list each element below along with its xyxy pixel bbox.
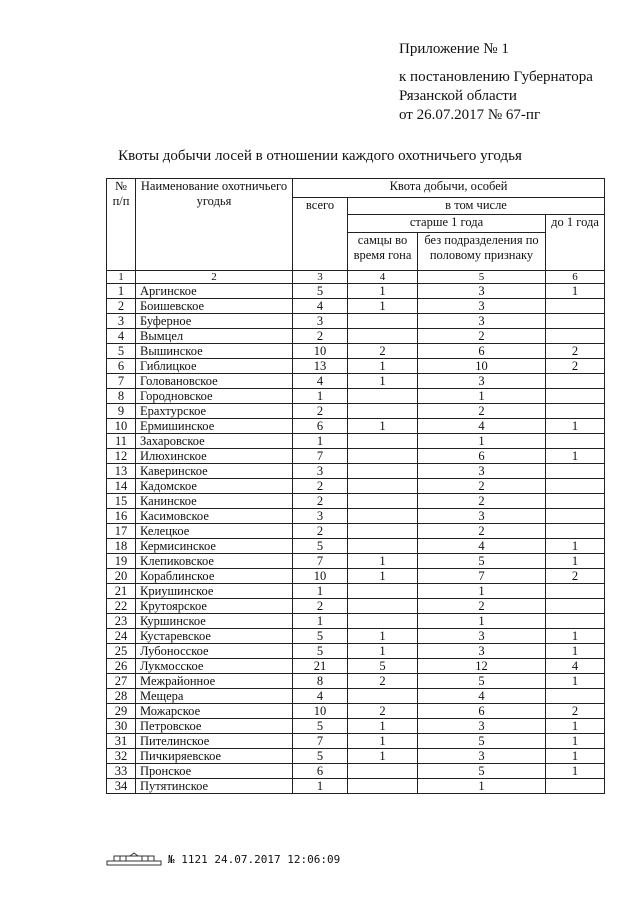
- quota-males-rut: 1: [348, 284, 418, 299]
- hunting-ground-name: Кадомское: [136, 479, 293, 494]
- quota-males-rut: [348, 389, 418, 404]
- annex-line-region: Рязанской области: [399, 88, 517, 104]
- quota-males-rut: 2: [348, 344, 418, 359]
- row-number: 6: [107, 359, 136, 374]
- registration-stamp: № 1121 24.07.2017 12:06:09: [168, 852, 341, 866]
- quota-males-rut: [348, 524, 418, 539]
- row-number: 17: [107, 524, 136, 539]
- header-nosex: без подразделения по половому признаку: [418, 233, 546, 271]
- quota-total: 5: [293, 749, 348, 764]
- table-row: [107, 404, 605, 419]
- row-number: 11: [107, 434, 136, 449]
- quota-no-sex-split: 5: [418, 674, 546, 689]
- row-number: 29: [107, 704, 136, 719]
- quota-table-body: [107, 284, 605, 794]
- table-row: [107, 419, 605, 434]
- row-number: 30: [107, 719, 136, 734]
- row-number: 21: [107, 584, 136, 599]
- table-row: [107, 584, 605, 599]
- quota-total: 8: [293, 674, 348, 689]
- hunting-ground-name: Ермишинское: [136, 419, 293, 434]
- row-number: 9: [107, 404, 136, 419]
- quota-total: 1: [293, 779, 348, 794]
- quota-males-rut: 1: [348, 719, 418, 734]
- quota-no-sex-split: 4: [418, 419, 546, 434]
- quota-no-sex-split: 6: [418, 704, 546, 719]
- hunting-ground-name: Кустаревское: [136, 629, 293, 644]
- quota-total: 1: [293, 584, 348, 599]
- quota-no-sex-split: 5: [418, 554, 546, 569]
- hunting-ground-name: Мещера: [136, 689, 293, 704]
- table-row: [107, 449, 605, 464]
- table-row: [107, 344, 605, 359]
- quota-under-one-year: 1: [546, 674, 605, 689]
- quota-no-sex-split: 3: [418, 284, 546, 299]
- hunting-ground-name: Лукмосское: [136, 659, 293, 674]
- row-number: 14: [107, 479, 136, 494]
- table-row: [107, 779, 605, 794]
- table-row: [107, 524, 605, 539]
- quota-under-one-year: 2: [546, 569, 605, 584]
- row-number: 33: [107, 764, 136, 779]
- quota-under-one-year: 1: [546, 449, 605, 464]
- table-row: [107, 719, 605, 734]
- quota-total: 5: [293, 284, 348, 299]
- quota-under-one-year: 2: [546, 704, 605, 719]
- quota-males-rut: [348, 689, 418, 704]
- quota-total: 5: [293, 539, 348, 554]
- quota-table-header: [107, 179, 605, 284]
- hunting-ground-name: Пронское: [136, 764, 293, 779]
- quota-no-sex-split: 2: [418, 599, 546, 614]
- hunting-ground-name: Городновское: [136, 389, 293, 404]
- quota-total: 1: [293, 389, 348, 404]
- quota-males-rut: [348, 614, 418, 629]
- hunting-ground-name: Гиблицкое: [136, 359, 293, 374]
- quota-males-rut: 2: [348, 704, 418, 719]
- quota-no-sex-split: 3: [418, 644, 546, 659]
- quota-table: [106, 178, 605, 794]
- hunting-ground-name: Захаровское: [136, 434, 293, 449]
- quota-males-rut: 1: [348, 569, 418, 584]
- quota-under-one-year: [546, 434, 605, 449]
- quota-males-rut: [348, 464, 418, 479]
- header-quota: Квота добычи, особей: [293, 179, 605, 198]
- quota-total: 5: [293, 719, 348, 734]
- quota-males-rut: 1: [348, 629, 418, 644]
- quota-no-sex-split: 3: [418, 299, 546, 314]
- quota-males-rut: [348, 494, 418, 509]
- quota-males-rut: [348, 314, 418, 329]
- quota-no-sex-split: 1: [418, 389, 546, 404]
- quota-no-sex-split: 2: [418, 479, 546, 494]
- table-row: [107, 374, 605, 389]
- column-number: 5: [418, 271, 546, 284]
- quota-under-one-year: 1: [546, 554, 605, 569]
- table-row: [107, 599, 605, 614]
- hunting-ground-name: Кораблинское: [136, 569, 293, 584]
- quota-males-rut: 2: [348, 674, 418, 689]
- quota-under-one-year: [546, 404, 605, 419]
- header-including: в том числе: [348, 198, 605, 215]
- hunting-ground-name: Можарское: [136, 704, 293, 719]
- table-row: [107, 749, 605, 764]
- table-row: [107, 479, 605, 494]
- row-number: 24: [107, 629, 136, 644]
- row-number: 20: [107, 569, 136, 584]
- hunting-ground-name: Головановское: [136, 374, 293, 389]
- quota-total: 3: [293, 464, 348, 479]
- table-row: [107, 329, 605, 344]
- quota-no-sex-split: 4: [418, 539, 546, 554]
- quota-total: 1: [293, 434, 348, 449]
- quota-under-one-year: [546, 374, 605, 389]
- row-number: 23: [107, 614, 136, 629]
- quota-males-rut: [348, 434, 418, 449]
- quota-under-one-year: 1: [546, 284, 605, 299]
- quota-no-sex-split: 2: [418, 329, 546, 344]
- quota-total: 5: [293, 644, 348, 659]
- quota-no-sex-split: 10: [418, 359, 546, 374]
- quota-males-rut: [348, 779, 418, 794]
- registration-footer: [106, 852, 340, 866]
- row-number: 12: [107, 449, 136, 464]
- table-row: [107, 674, 605, 689]
- quota-under-one-year: [546, 464, 605, 479]
- hunting-ground-name: Боишевское: [136, 299, 293, 314]
- header-name: Наименование охотничьего угодья: [136, 179, 293, 271]
- row-number: 4: [107, 329, 136, 344]
- quota-total: 6: [293, 419, 348, 434]
- quota-under-one-year: [546, 299, 605, 314]
- hunting-ground-name: Канинское: [136, 494, 293, 509]
- hunting-ground-name: Келецкое: [136, 524, 293, 539]
- quota-under-one-year: [546, 689, 605, 704]
- quota-males-rut: [348, 329, 418, 344]
- header-males: самцы во время гона: [348, 233, 418, 271]
- hunting-ground-name: Вымцел: [136, 329, 293, 344]
- quota-males-rut: 1: [348, 359, 418, 374]
- quota-under-one-year: 1: [546, 719, 605, 734]
- quota-total: 4: [293, 299, 348, 314]
- quota-no-sex-split: 3: [418, 719, 546, 734]
- table-row: [107, 389, 605, 404]
- quota-no-sex-split: 1: [418, 779, 546, 794]
- quota-no-sex-split: 2: [418, 524, 546, 539]
- quota-under-one-year: [546, 329, 605, 344]
- row-number: 32: [107, 749, 136, 764]
- quota-total: 10: [293, 704, 348, 719]
- building-seal-icon: [106, 852, 162, 866]
- quota-no-sex-split: 1: [418, 614, 546, 629]
- row-number: 28: [107, 689, 136, 704]
- quota-under-one-year: 1: [546, 539, 605, 554]
- column-number: 6: [546, 271, 605, 284]
- quota-no-sex-split: 2: [418, 404, 546, 419]
- quota-males-rut: [348, 449, 418, 464]
- header-no: № п/п: [107, 179, 136, 271]
- hunting-ground-name: Каверинское: [136, 464, 293, 479]
- annex-block: [399, 40, 593, 125]
- hunting-ground-name: Петровское: [136, 719, 293, 734]
- quota-total: 21: [293, 659, 348, 674]
- quota-under-one-year: 2: [546, 344, 605, 359]
- quota-under-one-year: [546, 779, 605, 794]
- quota-total: 4: [293, 689, 348, 704]
- row-number: 7: [107, 374, 136, 389]
- table-row: [107, 569, 605, 584]
- row-number: 26: [107, 659, 136, 674]
- table-row: [107, 359, 605, 374]
- quota-males-rut: [348, 479, 418, 494]
- annex-title: Приложение № 1: [399, 41, 509, 57]
- quota-under-one-year: 1: [546, 644, 605, 659]
- table-row: [107, 629, 605, 644]
- annex-line-decree: к постановлению Губернатора: [399, 69, 593, 85]
- quota-no-sex-split: 5: [418, 734, 546, 749]
- quota-total: 7: [293, 734, 348, 749]
- table-row: [107, 614, 605, 629]
- row-number: 15: [107, 494, 136, 509]
- table-row: [107, 689, 605, 704]
- row-number: 25: [107, 644, 136, 659]
- quota-no-sex-split: 1: [418, 584, 546, 599]
- row-number: 34: [107, 779, 136, 794]
- table-row: [107, 659, 605, 674]
- quota-males-rut: [348, 599, 418, 614]
- quota-males-rut: 1: [348, 419, 418, 434]
- quota-no-sex-split: 3: [418, 464, 546, 479]
- quota-total: 3: [293, 509, 348, 524]
- table-row: [107, 299, 605, 314]
- hunting-ground-name: Лубоносское: [136, 644, 293, 659]
- quota-no-sex-split: 3: [418, 629, 546, 644]
- row-number: 19: [107, 554, 136, 569]
- quota-total: 2: [293, 479, 348, 494]
- hunting-ground-name: Аргинское: [136, 284, 293, 299]
- row-number: 5: [107, 344, 136, 359]
- table-row: [107, 734, 605, 749]
- quota-males-rut: [348, 539, 418, 554]
- quota-under-one-year: 1: [546, 734, 605, 749]
- table-row: [107, 509, 605, 524]
- hunting-ground-name: Ерахтурское: [136, 404, 293, 419]
- quota-under-one-year: [546, 389, 605, 404]
- table-row: [107, 434, 605, 449]
- quota-no-sex-split: 2: [418, 494, 546, 509]
- table-row: [107, 554, 605, 569]
- quota-no-sex-split: 7: [418, 569, 546, 584]
- quota-total: 2: [293, 494, 348, 509]
- row-number: 31: [107, 734, 136, 749]
- quota-total: 2: [293, 404, 348, 419]
- quota-under-one-year: 2: [546, 359, 605, 374]
- row-number: 16: [107, 509, 136, 524]
- quota-males-rut: 1: [348, 299, 418, 314]
- quota-males-rut: 1: [348, 644, 418, 659]
- quota-total: 10: [293, 344, 348, 359]
- quota-no-sex-split: 3: [418, 509, 546, 524]
- quota-total: 2: [293, 524, 348, 539]
- quota-under-one-year: [546, 479, 605, 494]
- quota-under-one-year: [546, 614, 605, 629]
- hunting-ground-name: Пичкиряевское: [136, 749, 293, 764]
- column-number: 2: [136, 271, 293, 284]
- document-title: Квоты добычи лосей в отношении каждого охотничьего угодья: [118, 148, 522, 164]
- quota-no-sex-split: 12: [418, 659, 546, 674]
- hunting-ground-name: Пителинское: [136, 734, 293, 749]
- quota-under-one-year: [546, 509, 605, 524]
- row-number: 2: [107, 299, 136, 314]
- quota-under-one-year: [546, 314, 605, 329]
- table-row: [107, 704, 605, 719]
- quota-total: 7: [293, 554, 348, 569]
- quota-total: 6: [293, 764, 348, 779]
- row-number: 13: [107, 464, 136, 479]
- table-row: [107, 464, 605, 479]
- hunting-ground-name: Вышинское: [136, 344, 293, 359]
- hunting-ground-name: Путятинское: [136, 779, 293, 794]
- quota-no-sex-split: 5: [418, 764, 546, 779]
- hunting-ground-name: Крутоярское: [136, 599, 293, 614]
- quota-males-rut: [348, 509, 418, 524]
- quota-males-rut: 1: [348, 554, 418, 569]
- quota-under-one-year: [546, 584, 605, 599]
- quota-total: 7: [293, 449, 348, 464]
- table-row: [107, 494, 605, 509]
- row-number: 1: [107, 284, 136, 299]
- table-row: [107, 314, 605, 329]
- hunting-ground-name: Криушинское: [136, 584, 293, 599]
- hunting-ground-name: Кермисинское: [136, 539, 293, 554]
- annex-line-date: от 26.07.2017 № 67-пг: [399, 107, 541, 123]
- quota-under-one-year: [546, 494, 605, 509]
- quota-total: 3: [293, 314, 348, 329]
- quota-total: 10: [293, 569, 348, 584]
- quota-no-sex-split: 3: [418, 314, 546, 329]
- quota-no-sex-split: 3: [418, 749, 546, 764]
- quota-under-one-year: [546, 524, 605, 539]
- quota-under-one-year: 1: [546, 629, 605, 644]
- row-number: 10: [107, 419, 136, 434]
- quota-under-one-year: 1: [546, 419, 605, 434]
- quota-males-rut: 1: [348, 374, 418, 389]
- quota-males-rut: [348, 584, 418, 599]
- quota-under-one-year: [546, 599, 605, 614]
- quota-total: 4: [293, 374, 348, 389]
- quota-no-sex-split: 1: [418, 434, 546, 449]
- quota-total: 13: [293, 359, 348, 374]
- quota-under-one-year: 1: [546, 764, 605, 779]
- quota-no-sex-split: 6: [418, 449, 546, 464]
- quota-no-sex-split: 3: [418, 374, 546, 389]
- quota-total: 1: [293, 614, 348, 629]
- quota-no-sex-split: 4: [418, 689, 546, 704]
- table-row: [107, 539, 605, 554]
- table-row: [107, 284, 605, 299]
- quota-males-rut: 5: [348, 659, 418, 674]
- header-total: всего: [293, 198, 348, 271]
- column-number: 1: [107, 271, 136, 284]
- row-number: 22: [107, 599, 136, 614]
- quota-males-rut: [348, 764, 418, 779]
- column-number: 3: [293, 271, 348, 284]
- column-numbers-row: [107, 271, 605, 284]
- hunting-ground-name: Илюхинское: [136, 449, 293, 464]
- table-row: [107, 644, 605, 659]
- quota-total: 2: [293, 599, 348, 614]
- row-number: 8: [107, 389, 136, 404]
- row-number: 27: [107, 674, 136, 689]
- hunting-ground-name: Клепиковское: [136, 554, 293, 569]
- quota-males-rut: [348, 404, 418, 419]
- quota-under-one-year: 1: [546, 749, 605, 764]
- header-under: до 1 года: [546, 215, 605, 271]
- quota-males-rut: 1: [348, 734, 418, 749]
- quota-total: 5: [293, 629, 348, 644]
- quota-under-one-year: 4: [546, 659, 605, 674]
- header-older: старше 1 года: [348, 215, 546, 233]
- row-number: 3: [107, 314, 136, 329]
- hunting-ground-name: Буферное: [136, 314, 293, 329]
- quota-no-sex-split: 6: [418, 344, 546, 359]
- row-number: 18: [107, 539, 136, 554]
- column-number: 4: [348, 271, 418, 284]
- hunting-ground-name: Межрайонное: [136, 674, 293, 689]
- hunting-ground-name: Куршинское: [136, 614, 293, 629]
- quota-total: 2: [293, 329, 348, 344]
- table-row: [107, 764, 605, 779]
- hunting-ground-name: Касимовское: [136, 509, 293, 524]
- quota-males-rut: 1: [348, 749, 418, 764]
